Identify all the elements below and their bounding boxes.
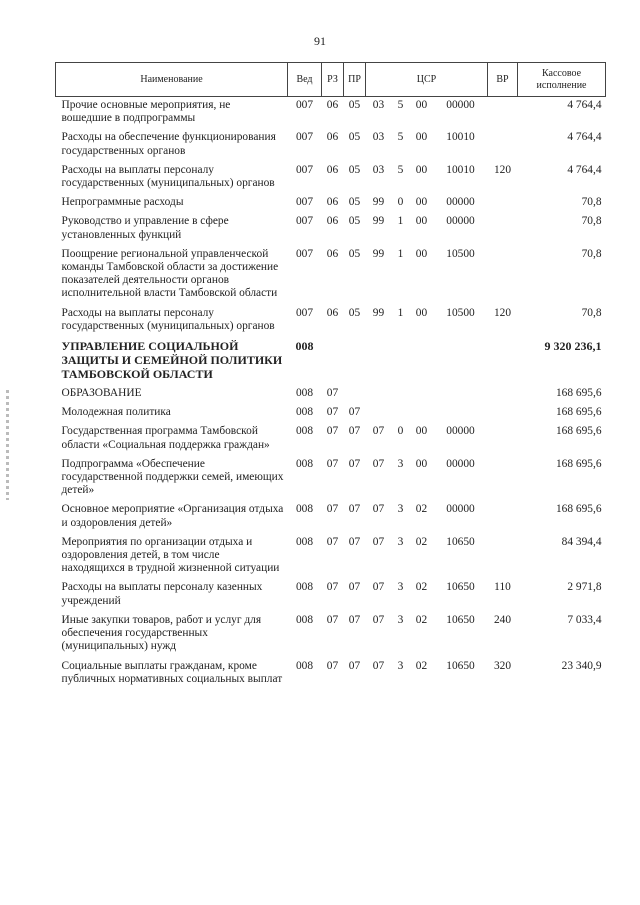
table-row [56,97,606,130]
cell-vr [488,385,518,404]
table-header-row [56,63,606,97]
cell-name: Государственная программа Тамбовской области «Социальная поддержка граждан» [61,425,270,451]
margin-scan-mark [6,390,9,500]
cell-pr: 05 [348,196,361,209]
cell-csr-subprogram: 0 [397,425,404,438]
cell-vr [488,404,518,423]
cell-amount: 84 394,4 [561,535,602,548]
cell-csr-event [410,337,434,385]
cell-csr-direction [434,385,488,404]
header-pr: ПР [344,63,366,97]
table-row [56,612,606,658]
cell-vr [488,194,518,213]
cell-csr-event: 02 [415,581,428,594]
table-row [56,129,606,161]
cell-vr [488,213,518,245]
cell-vr [488,97,518,130]
cell-name: Мероприятия по организации отдыха и оздоровления детей, в том числе находящихся в трудной жизненной ситуации [61,535,280,575]
table-row [56,213,606,245]
cell-ved: 007 [295,163,314,176]
cell-name: Молодежная политика [61,406,171,419]
cell-csr-program [366,337,392,385]
cell-csr-direction: 10500 [446,306,475,319]
cell-name: Прочие основные мероприятия, не вошедшие в подпрограммы [61,99,231,125]
cell-vr [488,456,518,502]
header-vr: ВР [488,63,518,97]
cell-amount: 168 695,6 [555,425,602,438]
table-row [56,579,606,611]
table-row [56,246,606,305]
cell-csr-program: 03 [372,131,385,144]
cell-amount: 9 320 236,1 [544,339,602,354]
cell-vr: 120 [493,163,512,176]
cell-amount: 168 695,6 [555,457,602,470]
cell-ved: 007 [295,215,314,228]
cell-csr-direction: 00000 [446,99,475,111]
cell-csr-program: 07 [372,581,385,594]
cell-vr [488,337,518,385]
cell-name: Социальные выплаты гражданам, кроме публичных нормативных социальных выплат [61,659,283,685]
cell-ved: 008 [295,425,314,438]
cell-amount: 70,8 [581,196,602,209]
cell-csr-program: 07 [372,613,385,626]
cell-csr-subprogram: 3 [397,659,404,672]
cell-rz: 07 [326,659,339,672]
cell-csr-subprogram: 0 [397,196,404,209]
cell-rz: 06 [326,99,339,111]
cell-name: Иные закупки товаров, работ и услуг для обеспечения государственных (муниципальных) нужд [61,613,262,653]
cell-pr: 05 [348,131,361,144]
cell-csr-event: 02 [415,659,428,672]
cell-csr-program: 03 [372,163,385,176]
cell-csr-program: 99 [372,215,385,228]
cell-csr-program: 07 [372,457,385,470]
cell-csr-event: 00 [415,131,428,144]
cell-rz: 07 [326,406,339,419]
cell-csr-subprogram [392,385,410,404]
cell-vr [488,423,518,455]
header-amount: Кассовое исполнение [518,63,606,97]
cell-name: Основное мероприятие «Организация отдыха и оздоровления детей» [61,503,284,529]
cell-amount: 70,8 [581,247,602,260]
cell-csr-direction: 10650 [446,581,475,594]
cell-rz: 07 [326,503,339,516]
table-row [56,194,606,213]
cell-csr-direction: 10010 [446,131,475,144]
cell-rz: 07 [326,535,339,548]
cell-name: ОБРАЗОВАНИЕ [61,387,142,400]
cell-amount: 168 695,6 [555,387,602,400]
cell-vr: 110 [494,581,511,594]
cell-ved: 007 [295,99,314,111]
cell-vr: 120 [493,306,512,319]
cell-pr: 05 [348,163,361,176]
cell-amount: 4 764,4 [567,163,602,176]
cell-amount: 70,8 [581,215,602,228]
header-csr: ЦСР [366,63,488,97]
table-row [56,658,606,690]
table-row [56,337,606,385]
cell-csr-event: 00 [415,425,428,438]
cell-csr-program: 07 [372,535,385,548]
cell-amount: 168 695,6 [555,406,602,419]
cell-vr [488,246,518,305]
cell-csr-subprogram: 3 [397,581,404,594]
cell-ved: 008 [295,659,314,672]
cell-amount: 168 695,6 [555,503,602,516]
cell-rz: 07 [326,425,339,438]
cell-csr-subprogram: 5 [397,131,404,144]
cell-pr: 07 [348,406,361,419]
cell-pr: 07 [348,503,361,516]
cell-csr-direction: 10650 [446,613,475,626]
cell-vr [488,501,518,533]
cell-csr-event: 00 [415,457,428,470]
cell-ved: 007 [295,131,314,144]
cell-amount: 2 971,8 [567,581,602,594]
table-row [56,305,606,337]
cell-vr [488,534,518,580]
cell-vr: 240 [493,613,512,626]
cell-pr: 07 [348,535,361,548]
table-row [56,534,606,580]
cell-csr-subprogram: 1 [397,247,404,260]
cell-rz: 07 [326,613,339,626]
cell-amount: 7 033,4 [567,613,602,626]
cell-name: Непрограммные расходы [61,196,184,209]
cell-ved: 008 [295,581,314,594]
cell-rz: 06 [326,215,339,228]
cell-csr-subprogram: 3 [397,613,404,626]
cell-rz: 07 [326,457,339,470]
header-ved: Вед [288,63,322,97]
cell-pr: 07 [348,457,361,470]
cell-name: Расходы на обеспечение функционирования государственных органов [61,131,276,157]
cell-ved: 008 [295,339,314,354]
cell-csr-event: 02 [415,503,428,516]
cell-pr: 07 [348,613,361,626]
cell-rz: 06 [326,196,339,209]
cell-pr: 07 [348,581,361,594]
cell-csr-event: 00 [415,99,428,111]
table-row [56,501,606,533]
cell-csr-program: 99 [372,196,385,209]
cell-csr-event: 02 [415,535,428,548]
cell-ved: 007 [295,196,314,209]
cell-ved: 008 [295,387,314,400]
cell-csr-direction [434,404,488,423]
cell-csr-program: 07 [372,425,385,438]
cell-csr-event: 00 [415,306,428,319]
cell-csr-program [366,404,392,423]
cell-csr-event: 00 [415,196,428,209]
cell-csr-program [366,385,392,404]
cell-csr-direction: 00000 [446,503,475,516]
table-row [56,456,606,502]
table-row [56,162,606,194]
cell-pr: 07 [348,659,361,672]
cell-csr-subprogram: 5 [397,99,404,111]
cell-pr: 05 [348,247,361,260]
cell-csr-direction: 10650 [446,659,475,672]
cell-ved: 008 [295,406,314,419]
cell-csr-direction: 10010 [446,163,475,176]
cell-csr-event [410,385,434,404]
table-row [56,423,606,455]
cell-name: УПРАВЛЕНИЕ СОЦИАЛЬНОЙ ЗАЩИТЫ И СЕМЕЙНОЙ ПОЛИТИКИ ТАМБОВСКОЙ ОБЛАСТИ [61,339,283,382]
cell-csr-subprogram: 1 [397,215,404,228]
cell-name: Расходы на выплаты персоналу государственных (муниципальных) органов [61,306,275,332]
cell-csr-subprogram [392,404,410,423]
cell-ved: 008 [295,457,314,470]
cell-rz: 06 [326,247,339,260]
cell-pr [344,337,366,385]
cell-vr [488,129,518,161]
table-row [56,385,606,404]
cell-ved: 007 [295,247,314,260]
cell-csr-subprogram [392,337,410,385]
cell-csr-program: 99 [372,247,385,260]
cell-name: Подпрограмма «Обеспечение государственной поддержки семей, имеющих детей» [61,457,284,497]
cell-rz: 06 [326,163,339,176]
header-name: Наименование [56,63,288,97]
page-number: 91 [314,34,326,48]
cell-csr-event [410,404,434,423]
cell-pr: 05 [348,215,361,228]
cell-csr-program: 07 [372,659,385,672]
cell-rz: 06 [326,131,339,144]
cell-ved: 008 [295,613,314,626]
cell-csr-direction: 00000 [446,215,475,228]
cell-csr-direction: 00000 [446,425,475,438]
cell-csr-event: 02 [415,613,428,626]
cell-csr-event: 00 [415,163,428,176]
cell-ved: 008 [295,503,314,516]
cell-pr: 07 [348,425,361,438]
cell-csr-direction [434,337,488,385]
cell-name: Расходы на выплаты персоналу государственных (муниципальных) органов [61,163,275,190]
cell-csr-subprogram: 3 [397,535,404,548]
cell-amount: 4 764,4 [567,99,602,111]
cell-amount: 23 340,9 [561,659,602,672]
cell-ved: 007 [295,306,314,319]
cell-pr: 05 [348,99,361,111]
cell-rz: 07 [326,581,339,594]
cell-name: Руководство и управление в сфере установленных функций [61,215,229,241]
cell-vr: 320 [493,659,512,672]
budget-table [55,62,606,690]
table-body [56,97,606,690]
table-row [56,404,606,423]
cell-csr-program: 99 [372,306,385,319]
cell-pr: 05 [348,306,361,319]
cell-csr-direction: 10650 [446,535,475,548]
cell-csr-subprogram: 3 [397,503,404,516]
cell-csr-subprogram: 3 [397,457,404,470]
cell-rz: 06 [326,306,339,319]
cell-csr-event: 00 [415,215,428,228]
cell-csr-direction: 10500 [446,247,475,260]
cell-rz [322,337,344,385]
cell-csr-program: 03 [372,99,385,111]
cell-csr-event: 00 [415,247,428,260]
cell-amount: 4 764,4 [567,131,602,144]
cell-csr-program: 07 [372,503,385,516]
cell-ved: 008 [295,535,314,548]
cell-amount: 70,8 [581,306,602,319]
cell-csr-subprogram: 5 [397,163,404,176]
cell-csr-direction: 00000 [446,457,475,470]
cell-name: Поощрение региональной управленческой команды Тамбовской области за достижение показателей деятельности органов исполнительной власти Тамбовской области [61,247,279,300]
cell-rz: 07 [326,387,339,400]
cell-csr-subprogram: 1 [397,306,404,319]
cell-name: Расходы на выплаты персоналу казенных учреждений [61,581,263,607]
header-rz: РЗ [322,63,344,97]
cell-pr [344,385,366,404]
cell-csr-direction: 00000 [446,196,475,209]
